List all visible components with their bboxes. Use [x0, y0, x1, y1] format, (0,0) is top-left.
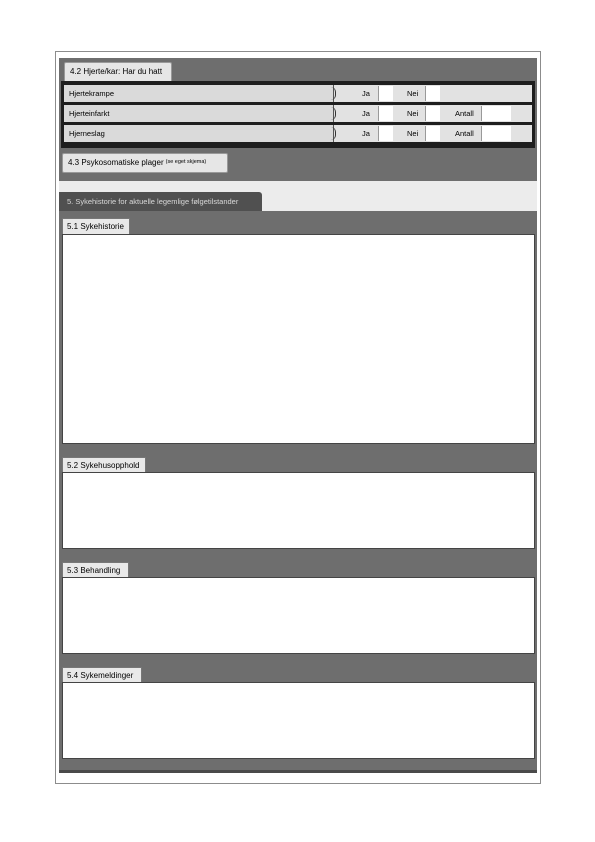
row-heart-attack-count-input[interactable] [481, 106, 511, 121]
row-stroke-label: Hjerneslag [64, 125, 334, 142]
subsection-tab-5-1 [62, 218, 130, 234]
subsection-5-2-label: 5.2 Sykehusopphold [67, 461, 140, 470]
sick-leave-textarea[interactable] [62, 682, 535, 759]
row-heart-attack [64, 105, 532, 122]
row-stroke-yes-label: Ja [362, 129, 370, 138]
subsection-5-1-label: 5.1 Sykehistorie [67, 222, 124, 231]
row-angina-no-checkbox[interactable] [425, 86, 440, 101]
row-heart-attack-yes-checkbox[interactable] [378, 106, 393, 121]
row-stroke-no-label: Nei [407, 129, 419, 138]
tab-psychosomatic[interactable] [62, 153, 228, 173]
row-stroke-count-input[interactable] [481, 126, 511, 141]
subsection-tab-5-3 [62, 562, 129, 578]
subsection-tab-5-4 [62, 667, 142, 683]
row-heart-attack-label: Hjerteinfarkt [64, 105, 334, 122]
tab-medical-history-label: 5. Sykehistorie for aktuelle legemlige følgetilstander [67, 197, 239, 206]
treatment-textarea[interactable] [62, 577, 535, 654]
row-angina-yes-label: Ja [362, 89, 370, 98]
row-angina [64, 85, 532, 102]
tab-medical-history [59, 192, 262, 211]
row-heart-attack-no-label: Nei [407, 109, 419, 118]
subsection-tab-5-2 [62, 457, 146, 473]
row-angina-no-label: Nei [407, 89, 419, 98]
row-heart-attack-count-label: Antall [455, 109, 474, 118]
tab-psychosomatic-label: 4.3 Psykosomatiske plager [68, 158, 164, 167]
row-heart-attack-no-checkbox[interactable] [425, 106, 440, 121]
row-stroke-yes-checkbox[interactable] [378, 126, 393, 141]
row-stroke-count-label: Antall [455, 129, 474, 138]
medical-history-textarea[interactable] [62, 234, 535, 444]
tab-heart-vascular [64, 62, 172, 81]
tab-psychosomatic-note: (se eget skjema) [165, 159, 207, 166]
row-heart-attack-yes-label: Ja [362, 109, 370, 118]
row-angina-yes-checkbox[interactable] [378, 86, 393, 101]
panel-bottom-edge [59, 770, 537, 773]
row-stroke [64, 125, 532, 142]
hospital-stay-textarea[interactable] [62, 472, 535, 549]
row-stroke-no-checkbox[interactable] [425, 126, 440, 141]
row-angina-label: Hjertekrampe [64, 85, 334, 102]
tab-heart-vascular-label: 4.2 Hjerte/kar: Har du hatt [70, 67, 163, 76]
subsection-5-3-label: 5.3 Behandling [67, 566, 121, 575]
subsection-5-4-label: 5.4 Sykemeldinger [67, 671, 134, 680]
